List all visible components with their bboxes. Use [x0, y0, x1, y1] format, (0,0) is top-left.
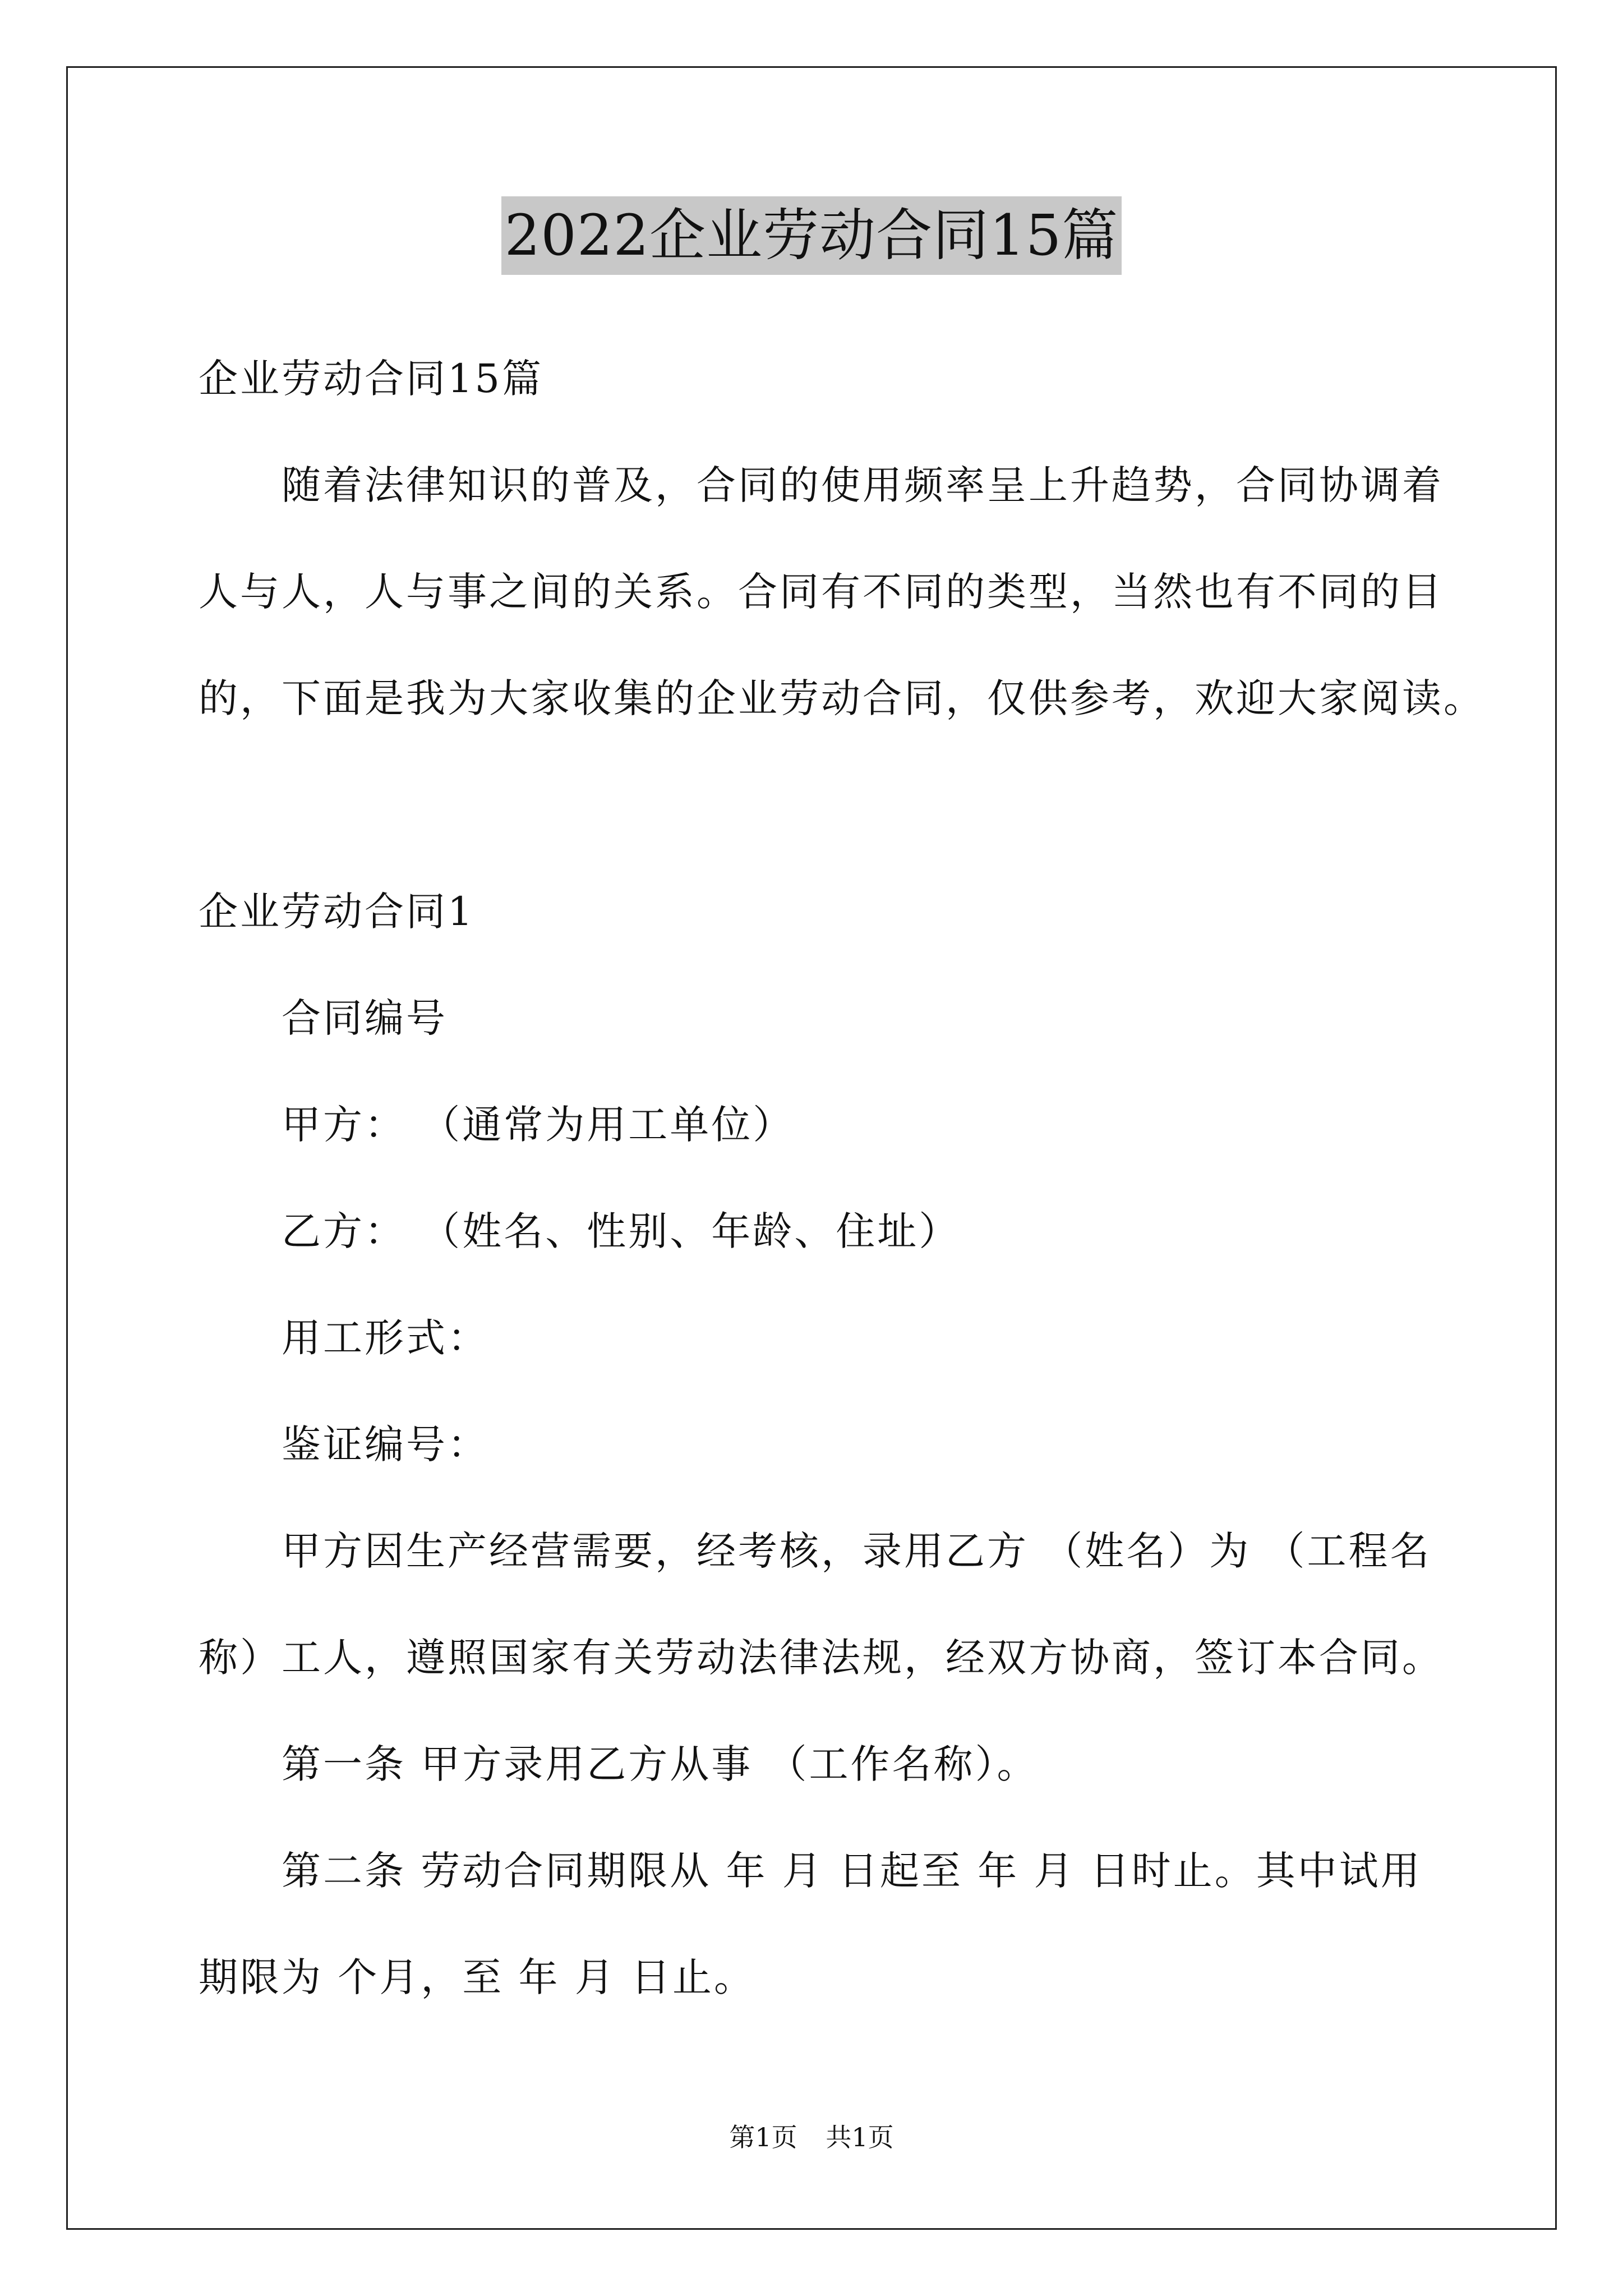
paragraph-line: 人与人，人与事之间的关系。合同有不同的类型，当然也有不同的目: [199, 569, 1444, 615]
paragraph-line: 甲方因生产经营需要，经考核，录用乙方 （姓名）为 （工程名: [282, 1528, 1432, 1574]
page-footer: [0, 2120, 1623, 2154]
section-heading: 企业劳动合同1: [199, 889, 475, 935]
paragraph-line: 的，下面是我为大家收集的企业劳动合同，仅供参考，欢迎大家阅读。: [199, 675, 1485, 721]
paragraph-line: 随着法律知识的普及，合同的使用频率呈上升趋势，合同协调着: [282, 462, 1444, 508]
document-title: 2022企业劳动合同15篇: [501, 196, 1122, 275]
paragraph-line: 用工形式：: [282, 1315, 489, 1361]
paragraph-line: 期限为 个月，至 年 月 日止。: [199, 1954, 756, 2000]
paragraph-line: 称）工人，遵照国家有关劳动法律法规，经双方协商，签订本合同。: [199, 1635, 1444, 1681]
paragraph-line: 第二条 劳动合同期限从 年 月 日起至 年 月 日时止。其中试用: [282, 1848, 1422, 1894]
paragraph-line: 第一条 甲方录用乙方从事 （工作名称）。: [282, 1741, 1039, 1787]
paragraph-line: 合同编号: [282, 995, 448, 1041]
subtitle-line: 企业劳动合同15篇: [199, 356, 544, 402]
title-container: [0, 196, 1623, 275]
paragraph-line: 甲方： （通常为用工单位）: [282, 1102, 795, 1148]
page-current: 第1页: [729, 2122, 797, 2152]
paragraph-line: 鉴证编号：: [282, 1421, 489, 1467]
paragraph-line: 乙方： （姓名、性别、年龄、住址）: [282, 1208, 961, 1254]
page-total: 共1页: [826, 2122, 894, 2152]
